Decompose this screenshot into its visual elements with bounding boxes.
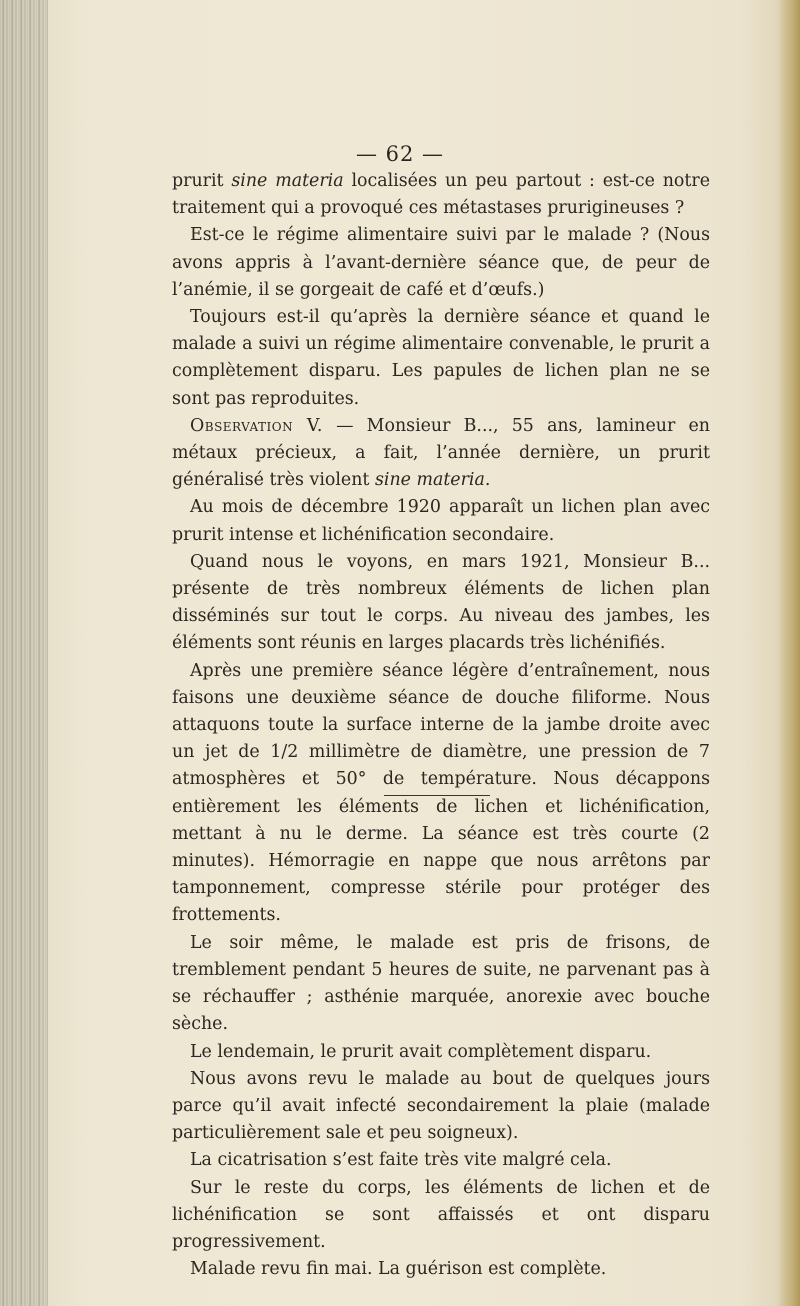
paragraph: Malade revu fin mai. La guérison est complète.: [190, 1259, 607, 1280]
paragraph: Nous avons revu le malade au bout de quelques jours parce qu’il avait infecté secondairement la plaie (malade particulièrement sale et peu soigneux).: [172, 1068, 710, 1144]
paragraph: Quand nous le voyons, en mars 1921, Monsieur B... présente de très nombreux éléments de lichen plan disséminés sur tout le corps. Au niveau des jambes, les éléments sont réunis en larges placards très lichénifiés.: [172, 551, 710, 654]
paragraph: Le lendemain, le prurit avait complètement disparu.: [190, 1041, 652, 1062]
italic-run: sine materia: [231, 171, 344, 191]
page-binding-shadow: [0, 0, 48, 1306]
paragraph: [172, 413, 710, 495]
paragraph: La cicatrisation s’est faite très vite malgré cela.: [190, 1150, 612, 1171]
text-run: — Monsieur B..., 55 ans, lamineur en métaux précieux, a fait, l’année dernière, un prurit généralisé très violent: [172, 415, 710, 491]
text-run: localisées un peu partout : est-ce notre traitement qui a provoqué ces métastases prurigineuses ?: [172, 171, 710, 219]
paragraph: Est-ce le régime alimentaire suivi par le malade ? (Nous avons appris à l’avant-dernière séance que, de peur de l’anémie, il se gorgeait de café et d’œufs.): [172, 225, 710, 300]
body-text: [172, 168, 710, 1283]
paragraph: Le soir même, le malade est pris de frisons, de tremblement pendant 5 heures de suite, ne parvenant pas à se réchauffer ; asthénie marquée, anorexie avec bouche sèche.: [172, 932, 710, 1035]
text-run: .: [484, 470, 491, 491]
page-edge-stain: [778, 0, 800, 1306]
page-number: — 62 —: [355, 142, 445, 166]
paragraph: [172, 168, 710, 222]
text-run: prurit: [172, 171, 232, 191]
paragraph: Sur le reste du corps, les éléments de lichen et de lichénification se sont affaissés et ont disparu progressivement.: [172, 1177, 710, 1252]
italic-run: sine materia: [374, 470, 485, 491]
paragraph: Au mois de décembre 1920 apparaît un lichen plan avec prurit intense et lichénification secondaire.: [172, 497, 710, 545]
observation-label: Observation V.: [190, 415, 323, 436]
section-end-rule: [384, 795, 490, 796]
paragraph: Toujours est-il qu’après la dernière séance et quand le malade a suivi un régime alimentaire convenable, le prurit a complètement disparu. Les papules de lichen plan ne se sont pas reproduites.: [172, 307, 710, 409]
paragraph: Après une première séance légère d’entraînement, nous faisons une deuxième séance de douche filiforme. Nous attaquons toute la surface interne de la jambe droite avec un jet de 1/2 millimètre de diamètre, une pression de 7 atmosphères et 50° de température. Nous décappons entièrement les éléments de lichen et lichénification, mettant à nu le derme. La séance est très courte (2 minutes). Hémorragie en nappe que nous arrêtons par tamponnement, compresse stérile pour protéger des frottements.: [172, 660, 710, 926]
